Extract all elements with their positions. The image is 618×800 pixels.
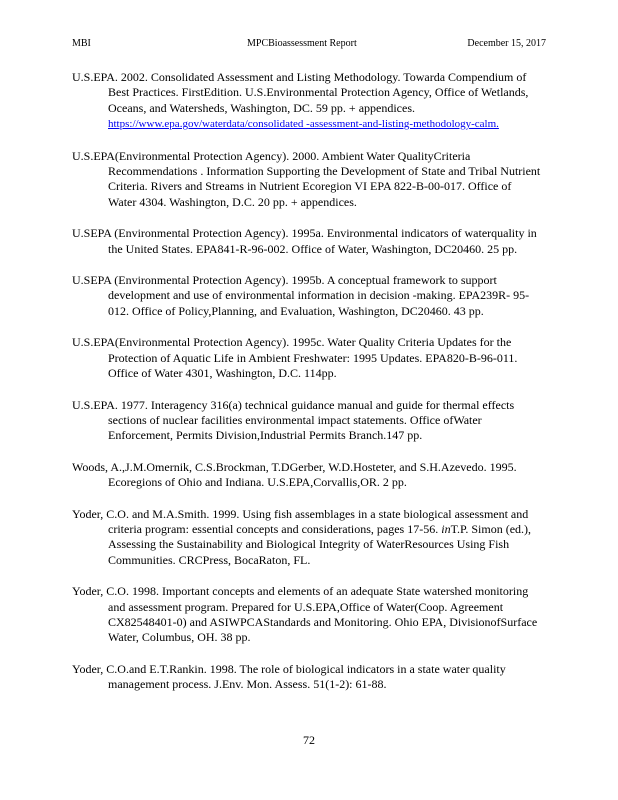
reference-text: U.S.EPA. 2002. Consolidated Assessment and Listing Methodology. Towarda Compendium of Best Practices. FirstEdition. U.S.Environmental Protection Agency, Office of Wetlands, Oceans, and Watersheds, Washington, DC. 59 pp. + appendices. — [72, 70, 529, 115]
reference-entry — [72, 584, 542, 646]
reference-entry — [72, 335, 542, 381]
reference-entry — [72, 662, 542, 693]
reference-text: T.P. Simon (ed.), Assessing the Sustainability and Biological Integrity of WaterResources Using Fish Communities. CRCPress, BocaRaton, FL. — [108, 521, 532, 567]
reference-text: U.S.EPA. 1977. Interagency 316(a) technical guidance manual and guide for thermal effects sections of nuclear facilities environmental impact statements. Office ofWater Enforcement, Permits Division,Industrial Permits Branch.147 pp. — [72, 397, 515, 443]
header-report-title: MPCBioassessment Report — [247, 38, 357, 49]
reference-entry — [72, 398, 542, 444]
reference-text: Woods, A.,J.M.Omernik, C.S.Brockman, T.DGerber, W.D.Hosteter, and S.H.Azevedo. 1995. Ecoregions of Ohio and Indiana. U.S.EPA,Corvallis,OR. 2 pp. — [72, 459, 517, 490]
reference-text: Yoder, C.O. and M.A.Smith. 1999. Using fish assemblages in a state biological assessment and criteria program: essential concepts and considerations, pages 17-56. — [72, 506, 529, 536]
reference-text: U.SEPA (Environmental Protection Agency). 1995a. Environmental indicators of waterquality in the United States. EPA841-R-96-002. Office of Water, Washington, DC20460. 25 pp. — [72, 226, 537, 256]
reference-entry — [72, 460, 542, 491]
reference-entry — [72, 70, 542, 133]
reference-list — [72, 70, 542, 709]
reference-entry — [72, 226, 542, 257]
header-date: December 15, 2017 — [467, 38, 546, 49]
reference-italic-in: in — [441, 521, 451, 536]
reference-text: Yoder, C.O.and E.T.Rankin. 1998. The role of biological indicators in a state water quality management process. J.Env. Mon. Assess. 51(1-2): 61-88. — [72, 661, 506, 692]
reference-entry — [72, 149, 542, 211]
page-header — [72, 38, 546, 52]
reference-text: U.S.EPA(Environmental Protection Agency). 2000. Ambient Water QualityCriteria Recommendations . Information Supporting the Development of State and Tribal Nutrient Criteria. Rivers and Streams in Nutrient Ecoregion VI EPA 822-B-00-017. Office of Water 4304. Washington, D.C. 20 pp. + appendices. — [72, 148, 541, 209]
reference-entry — [72, 273, 542, 319]
header-organization: MBI — [72, 38, 91, 49]
page-number: 72 — [303, 733, 315, 747]
reference-text: Yoder, C.O. 1998. Important concepts and elements of an adequate State watershed monitoring and assessment program. Prepared for U.S.EPA,Office of Water(Coop. Agreement CX82548401-0) and ASIWPCAStandards and Monitoring. Ohio EPA, DivisionofSurface Water, Columbus, OH. 38 pp. — [72, 584, 538, 645]
reference-entry — [72, 507, 542, 569]
reference-text: U.S.EPA(Environmental Protection Agency). 1995c. Water Quality Criteria Updates for the Protection of Aquatic Life in Ambient Freshwater: 1995 Updates. EPA820-B-96-011. Office of Water 4301, Washington, D.C. 114pp. — [72, 335, 518, 381]
reference-text: U.SEPA (Environmental Protection Agency). 1995b. A conceptual framework to support development and use of environmental information in decision -making. EPA239R- 95-012. Office of Policy,Planning, and Evaluation, Washington, DC20460. 43 pp. — [72, 273, 530, 318]
reference-link[interactable]: https://www.epa.gov/waterdata/consolidated -assessment-and-listing-methodology-calm. — [108, 118, 499, 131]
